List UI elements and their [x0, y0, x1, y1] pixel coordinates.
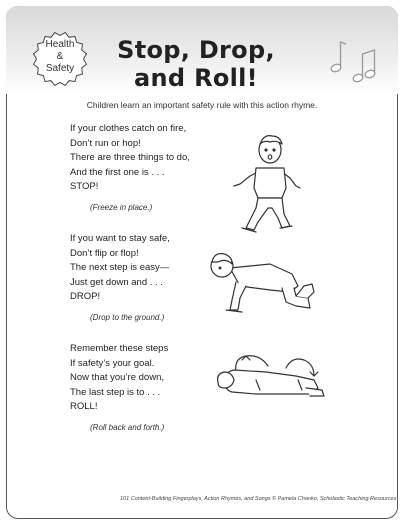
page-title	[96, 36, 296, 92]
child-standing-illustration	[220, 128, 320, 238]
stanza-roll	[70, 342, 168, 435]
badge-line-2: &	[56, 51, 64, 62]
stanza-line: Just get down and . . .	[70, 276, 163, 288]
health-safety-badge	[31, 30, 89, 88]
stanza-line: ROLL!	[70, 401, 98, 412]
stanza-line: The next step is easy—	[70, 262, 170, 273]
title-line-1: Stop, Drop,	[117, 36, 275, 64]
stanza-line: If safety’s your goal.	[70, 357, 155, 369]
stanza-line: There are three things to do,	[70, 152, 190, 163]
stanza-line: DROP!	[70, 291, 101, 302]
footer-credit: 101 Content-Building Fingerplays, Action Rhymes, and Songs © Pamela Chanko, Scholastic Teaching Resources	[120, 496, 397, 502]
stanza-line: And the first one is . . .	[70, 166, 165, 178]
stanza-drop	[70, 232, 170, 325]
stanza-action-note: (Roll back and forth.)	[90, 422, 165, 432]
child-crouching-illustration	[200, 240, 320, 320]
stanza-line: Remember these steps	[70, 343, 169, 354]
badge-line-3: Safety	[45, 63, 75, 74]
badge-text	[31, 39, 89, 75]
intro-text: Children learn an important safety rule with this action rhyme.	[86, 100, 318, 110]
stanza-line: STOP!	[70, 181, 99, 192]
stanza-line: If you want to stay safe,	[70, 233, 170, 244]
stanza-action-note: (Drop to the ground.)	[90, 312, 165, 322]
stanza-action-note: (Freeze in place.)	[90, 202, 153, 212]
music-notes-icon	[326, 34, 376, 86]
stanza-line: If your clothes catch on fire,	[70, 123, 187, 134]
badge-line-1: Health	[45, 39, 75, 50]
stanza-line: The last step is to . . .	[70, 386, 161, 398]
stanza-line: Don’t flip or flop!	[70, 247, 139, 259]
title-line-2: and Roll!	[134, 64, 258, 92]
stanza-line: Don’t run or hop!	[70, 137, 141, 149]
child-rolling-illustration	[206, 350, 330, 406]
stanza-line: Now that you’re down,	[70, 372, 164, 383]
stanza-stop	[70, 122, 190, 215]
